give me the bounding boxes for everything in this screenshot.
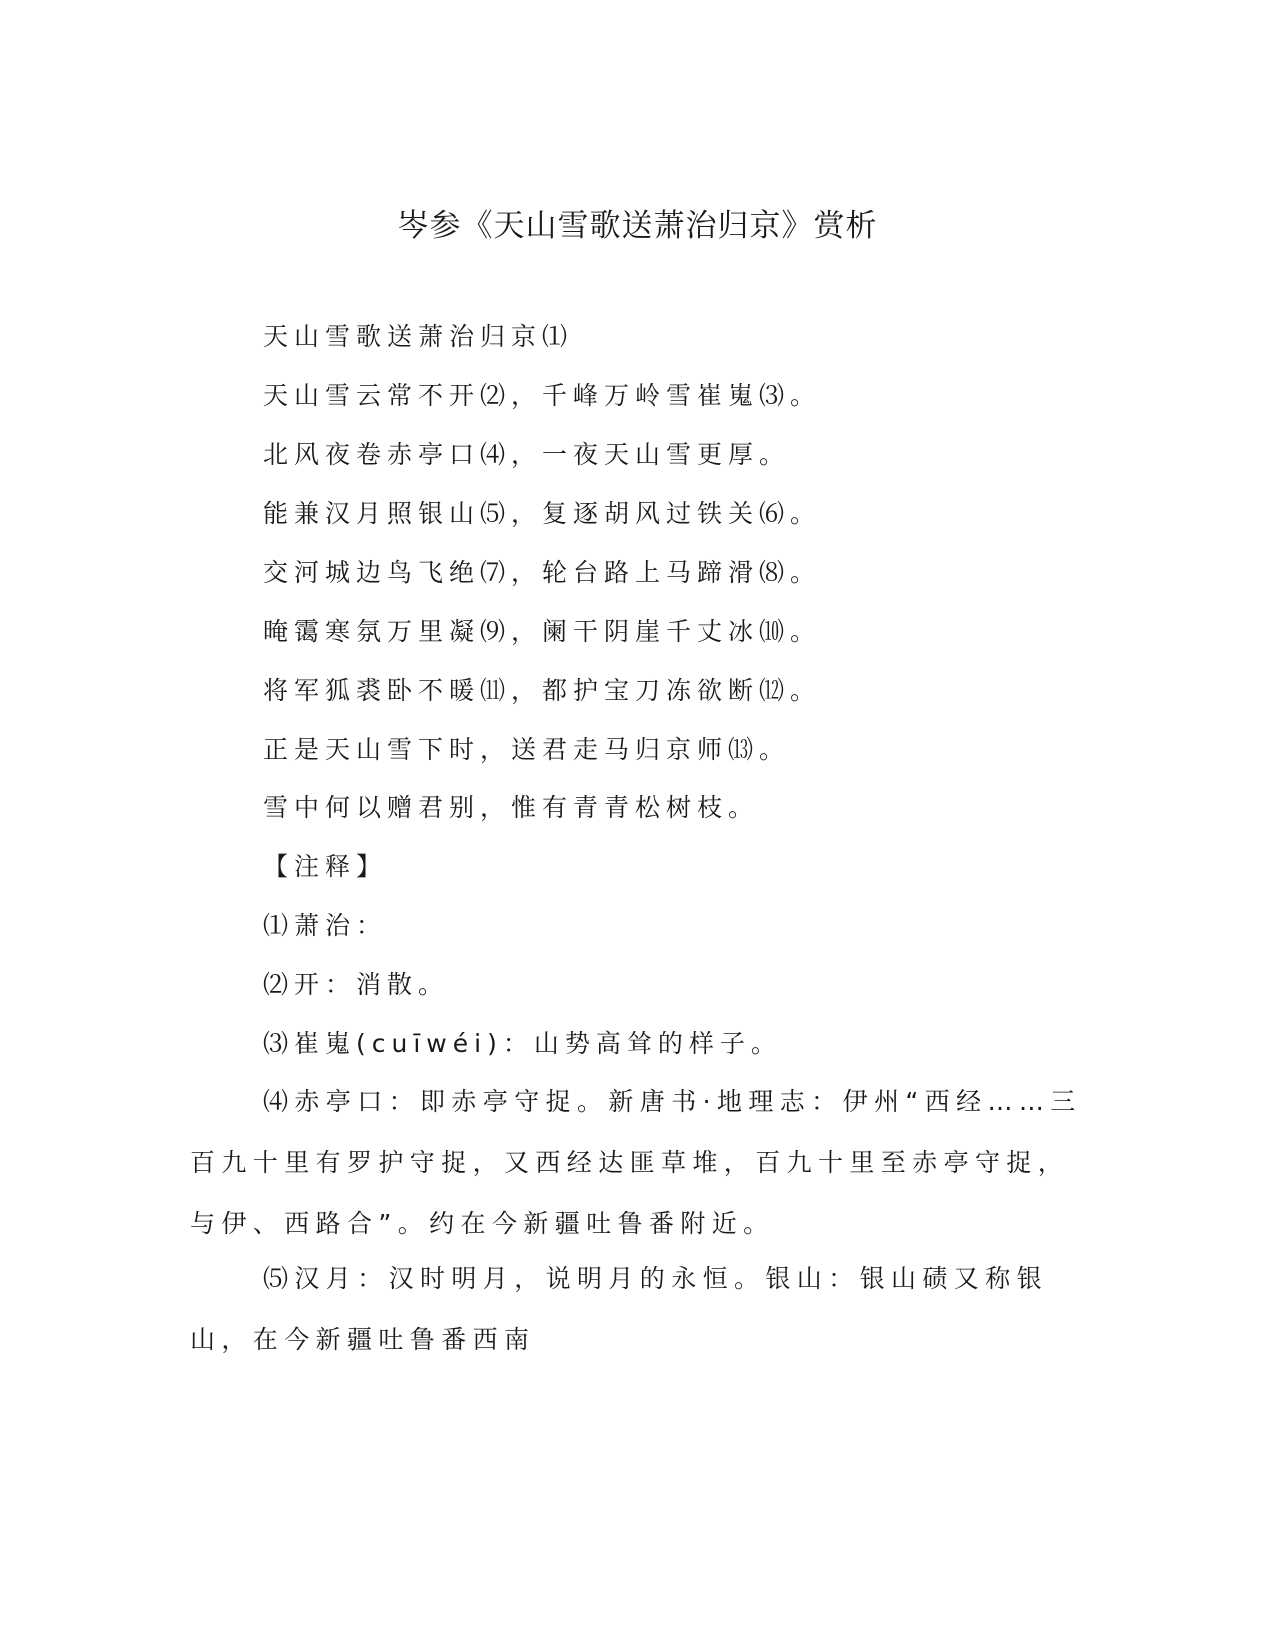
poem-line: 晻霭寒氛万里凝⑼，阑干阴崖千丈冰⑽。 — [263, 617, 822, 646]
poem-line: 将军狐裘卧不暖⑾，都护宝刀冻欲断⑿。 — [263, 676, 822, 705]
note-item: ⑵开：消散。 — [263, 970, 450, 999]
poem-line: 交河城边鸟飞绝⑺，轮台路上马蹄滑⑻。 — [263, 558, 822, 587]
poem-line: 北风夜卷赤亭口⑷，一夜天山雪更厚。 — [263, 440, 791, 469]
poem-line: 天山雪云常不开⑵，千峰万岭雪崔嵬⑶。 — [263, 381, 822, 410]
note-item: ⑶崔嵬(cuīwéi)：山势高耸的样子。 — [263, 1029, 782, 1058]
note-paragraph: ⑸汉月：汉时明月，说明月的永恒。银山：银山碛又称银山，在今新疆吐鲁番西南 — [190, 1264, 1049, 1354]
poem-line: 雪中何以赠君别，惟有青青松树枝。 — [263, 793, 760, 822]
poem-heading: 天山雪歌送萧治归京⑴ — [263, 322, 574, 351]
notes-heading: 【注释】 — [263, 852, 388, 881]
poem-line: 能兼汉月照银山⑸，复逐胡风过铁关⑹。 — [263, 499, 822, 528]
note-paragraph: ⑷赤亭口：即赤亭守捉。新唐书·地理志：伊州“西经……三百九十里有罗护守捉，又西经达匪草堆，百九十里至赤亭守捉，与伊、西路合”。约在今新疆吐鲁番附近。 — [190, 1087, 1082, 1238]
poem-line: 正是天山雪下时，送君走马归京师⒀。 — [263, 735, 791, 764]
note-item: ⑴萧治： — [263, 911, 388, 940]
document-title: 岑参《天山雪歌送萧治归京》赏析 — [397, 208, 878, 244]
